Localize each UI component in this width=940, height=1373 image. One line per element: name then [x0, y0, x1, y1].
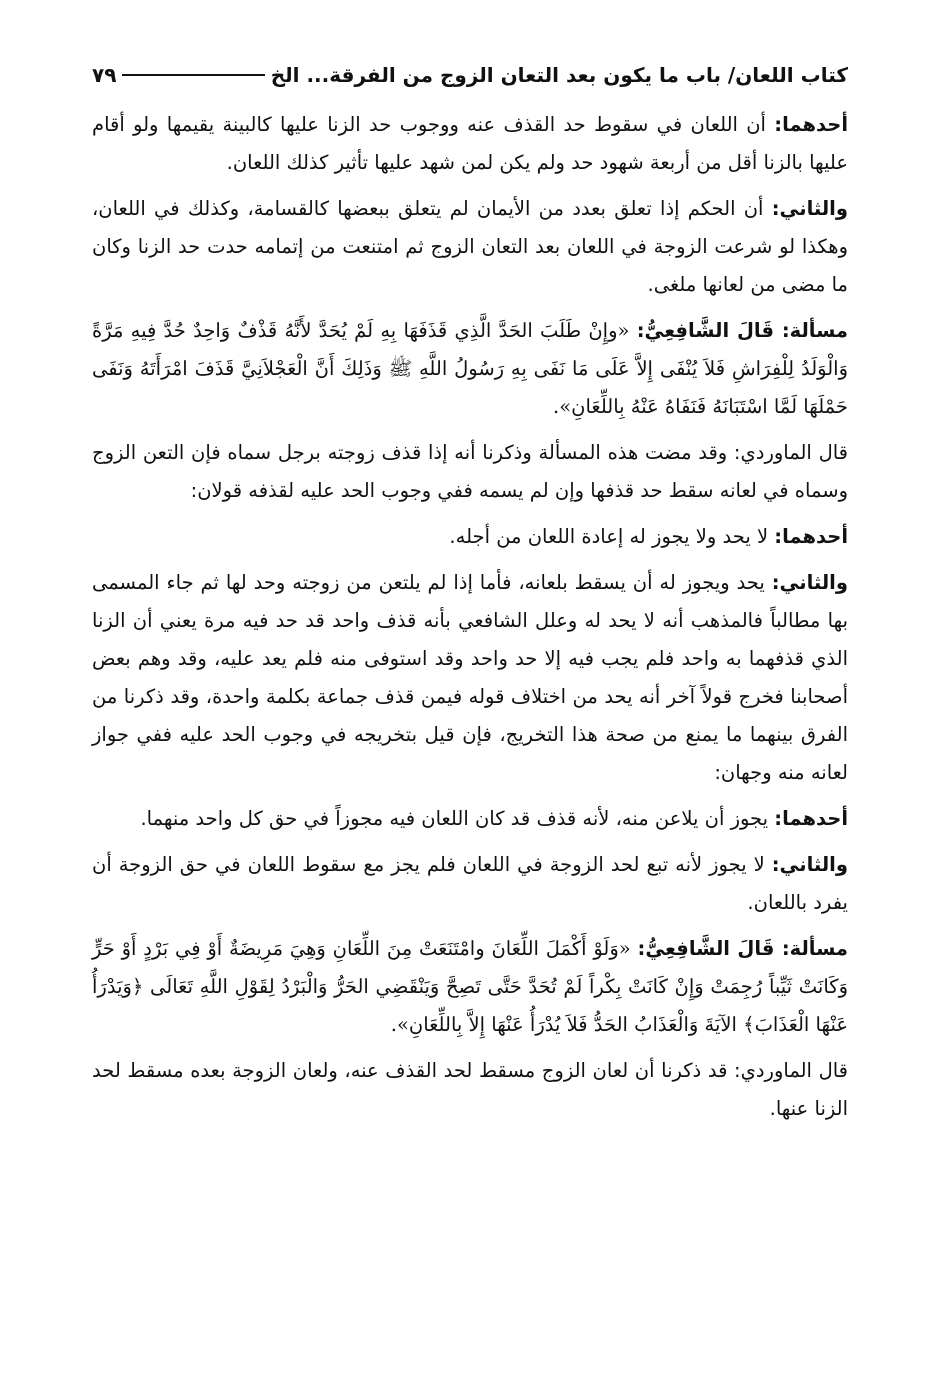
header-title: كتاب اللعان/ باب ما يكون بعد التعان الزوج من الفرقة... الخ: [270, 63, 848, 87]
paragraph-text: أن الحكم إذا تعلق بعدد من الأيمان لم يتعلق ببعضها كالقسامة، وكذلك في اللعان، وهكذا لو شرعت الزوجة في اللعان بعد التعان الزوج ثم امتنعت من إتمامه حدت حد الزنا وكان ما مضى من لعانها ملغى.: [92, 197, 848, 296]
quoted-text: «وَلَوْ أَكْمَلَ اللِّعَانَ وامْتَنَعَتْ مِنَ اللِّعَانِ وَهِيَ مَرِيضَةٌ أَوْ فِي بَرْدٍ أَوْ حَرٍّ وَكَانَتْ ثَيِّباً رُجِمَتْ وَإِنْ كَانَتْ بِكْراً لَمْ تُحَدَّ حَتَّى تَصِحَّ وَيَنْقَضِي الحَرُّ وَالْبَرْدُ لِقَوْلِ اللَّهِ تَعَالَى ﴿وَيَدْرَأُ عَنْهَا الْعَذَابَ﴾ الآيَةَ وَالْعَذَابُ الحَدُّ فَلاَ يُدْرَأُ عَنْهَا إِلاَّ بِاللِّعَانِ».: [92, 937, 848, 1036]
paragraph-text: أن اللعان في سقوط حد القذف عنه ووجوب حد الزنا عليها كالبينة يقيمها ولو أقام عليها بالزنا أقل من أربعة شهود حد ولم يكن لمن شهد عليها تأثير كذلك اللعان.: [92, 113, 848, 174]
paragraph: [92, 564, 848, 792]
paragraph-text: يحد ويجوز له أن يسقط بلعانه، فأما إذا لم يلتعن من زوجته وحد لها ثم جاء المسمى بها مطالباً فالمذهب أنه لا يحد له وعلل الشافعي بأنه قذف واحد قد حد فيه مرة يعني أن الزنا الذي قذفهما به واحد فلم يجب فيه إلا حد واحد وقد استوفى منه فلم يعد عليه، وقد وهم بعض أصحابنا فخرج قولاً آخر أنه يحد من اختلاف قوله فيمن قذف جماعة بكلمة واحدة، وقد ذكرنا من الفرق بينهما ما يمنع من صحة هذا التخريج، فإن قيل بتخريجه في وجوب الحد عليه ففي جواز لعانه منه وجهان:: [92, 571, 848, 784]
paragraph-label: والثاني:: [771, 197, 848, 220]
paragraph-text: يجوز أن يلاعن منه، لأنه قذف قد كان اللعان فيه مجوزاً في حق كل واحد منهما.: [140, 807, 775, 830]
paragraph-label: أحدهما:: [774, 113, 848, 136]
paragraph-label: أحدهما:: [774, 807, 848, 830]
paragraph-label: والثاني:: [771, 571, 848, 594]
paragraph-text: قال الماوردي: قد ذكرنا أن لعان الزوج مسقط لحد القذف عنه، ولعان الزوجة بعده مسقط لحد الزنا عنها.: [92, 1059, 848, 1120]
paragraph: [92, 930, 848, 1044]
paragraph: [92, 312, 848, 426]
paragraph: [92, 1052, 848, 1128]
header-rule: [122, 74, 264, 76]
paragraph-text: لا يجوز لأنه تبع لحد الزوجة في اللعان فلم يجز مع سقوط اللعان في حق الزوجة أن يفرد باللعان.: [92, 853, 848, 914]
paragraph: [92, 846, 848, 922]
paragraph-label: مسألة: قَالَ الشَّافِعِيُّ:: [636, 319, 849, 342]
paragraph-text: قال الماوردي: وقد مضت هذه المسألة وذكرنا أنه إذا قذف زوجته برجل سماه فإن التعن الزوج وسماه في لعانه سقط حد قذفها وإن لم يسمه ففي وجوب الحد عليه لقذفه قولان:: [92, 441, 848, 502]
paragraph: [92, 434, 848, 510]
paragraph-text: لا يحد ولا يجوز له إعادة اللعان من أجله.: [449, 525, 775, 548]
paragraph: [92, 190, 848, 304]
paragraph: [92, 106, 848, 182]
running-header: [92, 58, 848, 92]
book-page: [92, 58, 848, 1348]
body-text: [92, 106, 848, 1128]
paragraph: [92, 518, 848, 556]
quoted-text: «وإِنْ طَلَبَ الحَدَّ الَّذِي قَذَفَهَا بِهِ لَمْ يُحَدَّ لأَنَّهُ قَذْفٌ وَاحِدٌ حُدَّ فِيهِ مَرَّةً وَالْوَلَدُ لِلْفِرَاشِ فَلاَ يُنْفَى إِلاَّ عَلَى مَا نَفَى بِهِ رَسُولُ اللَّهِ ﷺ وَذَلِكَ أَنَّ الْعَجْلاَنِيَّ قَذَفَ امْرَأَتَهُ وَنَفَى حَمْلَهَا لَمَّا اسْتَبَانَهُ فَنَفَاهُ عَنْهُ بِاللِّعَانِ».: [92, 319, 848, 418]
page-number: ٧٩: [92, 63, 117, 87]
paragraph-label: أحدهما:: [774, 525, 848, 548]
paragraph-label: والثاني:: [771, 853, 848, 876]
paragraph-label: مسألة: قَالَ الشَّافِعِيُّ:: [637, 937, 849, 960]
paragraph: [92, 800, 848, 838]
